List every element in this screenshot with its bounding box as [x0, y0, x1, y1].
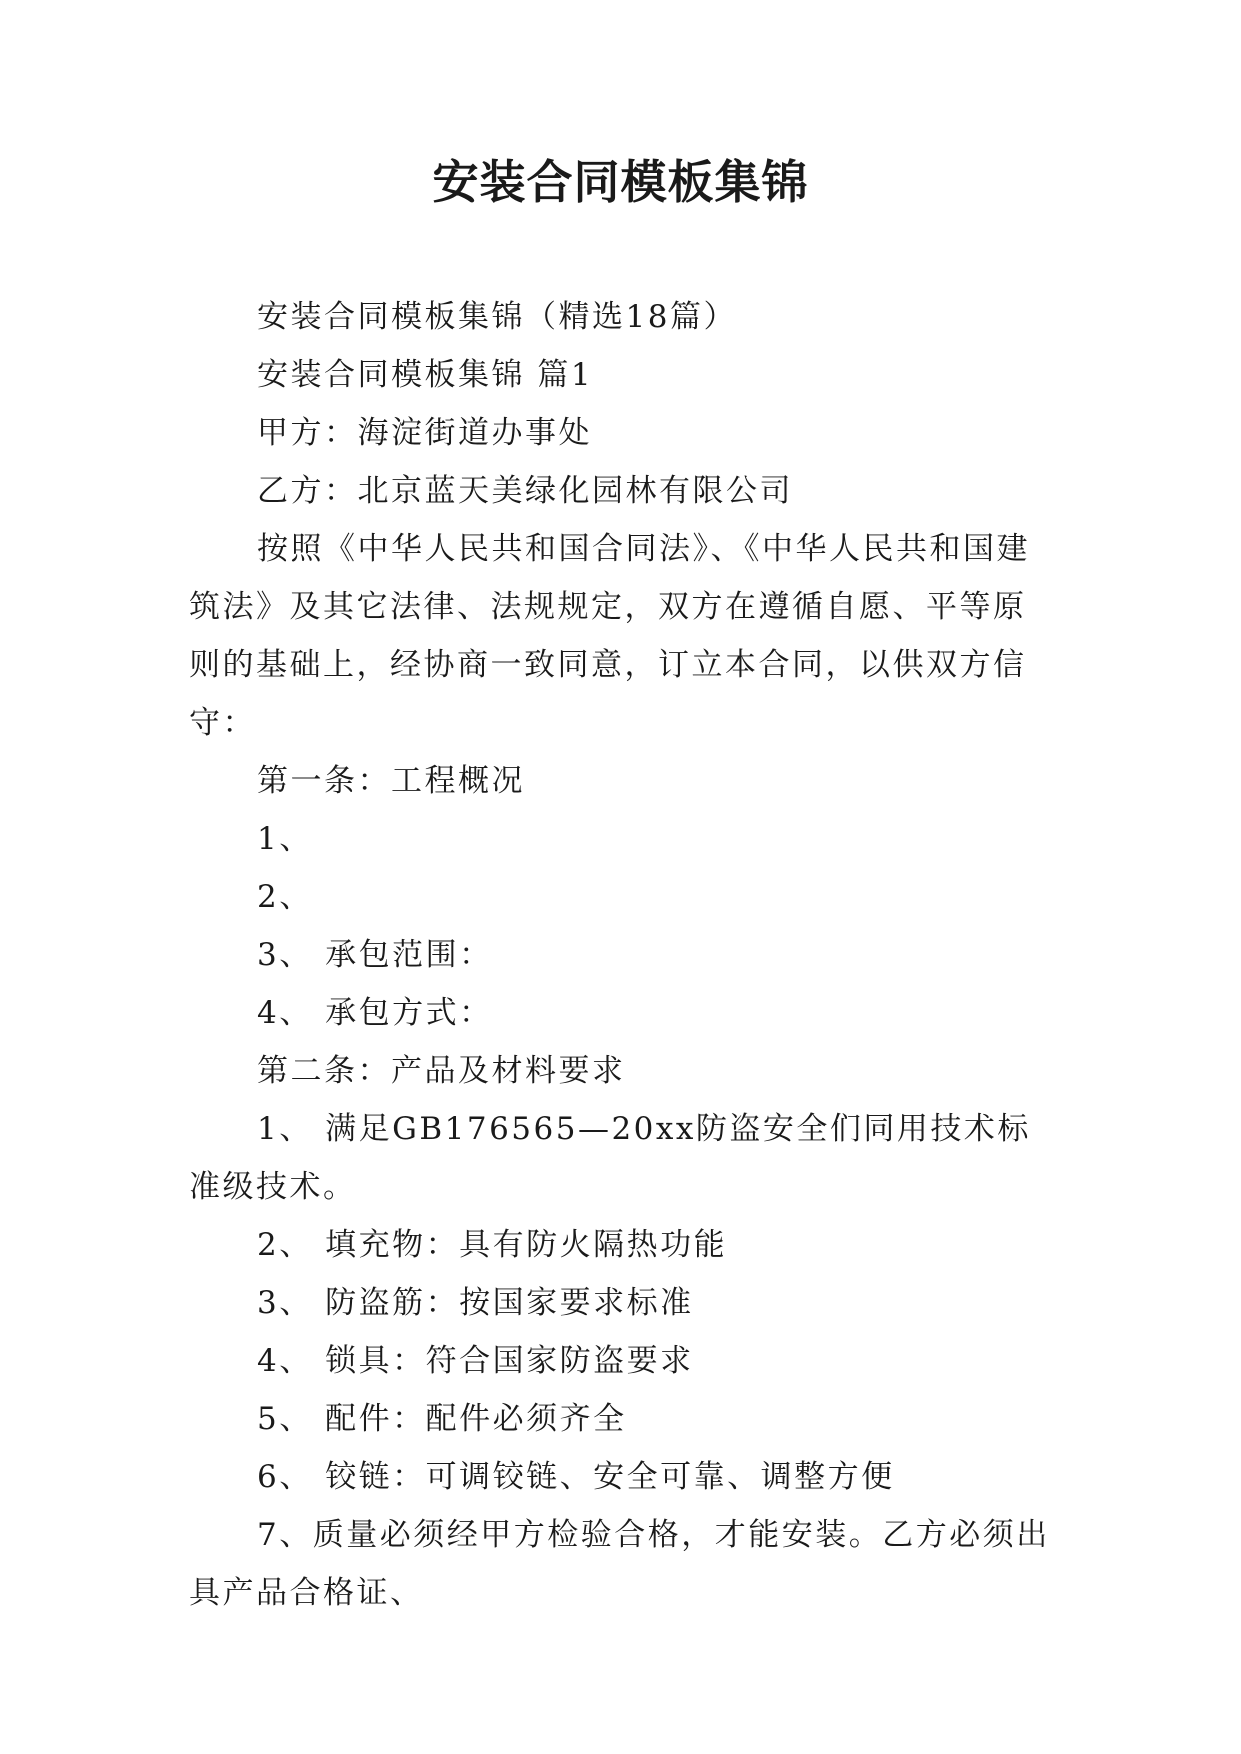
paragraph-item-2: 2、 [257, 879, 313, 915]
paragraph-req-1: 1、 满足GB176565—20xx防盗安全们同用技术标准级技术。 [189, 1111, 1031, 1205]
paragraph-req-5: 5、 配件：配件必须齐全 [257, 1401, 627, 1437]
paragraph-item-4: 4、 承包方式： [257, 995, 493, 1031]
paragraph-article-2: 第二条：产品及材料要求 [257, 1053, 626, 1089]
paragraph-preamble: 按照《中华人民共和国合同法》、《中华人民共和国建筑法》及其它法律、法规规定，双方在遵循自愿、平等原则的基础上，经协商一致同意，订立本合同，以供双方信守： [189, 531, 1030, 741]
paragraph-item-3: 3、 承包范围： [257, 937, 493, 973]
paragraph-item-1: 1、 [257, 821, 313, 857]
paragraph-req-4: 4、 锁具：符合国家防盗要求 [257, 1343, 694, 1379]
paragraph-party-a: 甲方：海淀街道办事处 [257, 415, 592, 451]
paragraph-req-6: 6、 铰链：可调铰链、安全可靠、调整方便 [257, 1459, 895, 1495]
paragraph-subtitle: 安装合同模板集锦（精选18篇） [257, 299, 737, 335]
paragraph-party-b: 乙方：北京蓝天美绿化园林有限公司 [257, 473, 793, 509]
paragraph-req-7: 7、质量必须经甲方检验合格，才能安装。乙方必须出具产品合格证、 [189, 1517, 1050, 1611]
paragraph-req-3: 3、 防盗筋：按国家要求标准 [257, 1285, 694, 1321]
document-title: 安装合同模板集锦 [432, 155, 809, 209]
document-body [189, 288, 1051, 1622]
paragraph-req-2: 2、 填充物：具有防火隔热功能 [257, 1227, 728, 1263]
paragraph-article-1: 第一条：工程概况 [257, 763, 525, 799]
paragraph-section-heading: 安装合同模板集锦 篇1 [257, 357, 594, 393]
